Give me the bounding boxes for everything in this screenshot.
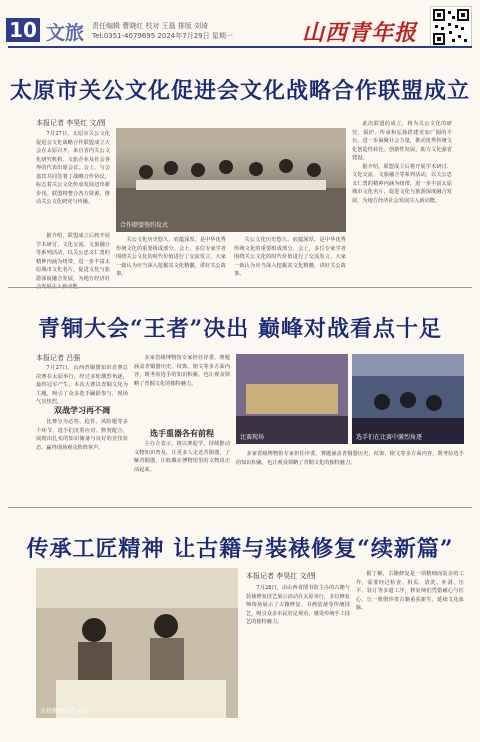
article2-col4: 主办方表示，将以赛促学，持续推动文物知识普及，让更多人走近青铜器、了解青铜器，让收藏在博物馆里的文物真正活起来。 — [134, 441, 230, 473]
article3-photo — [36, 568, 238, 718]
article2-photo1-caption: 比赛现场 — [240, 434, 265, 441]
phone-line: Tel:0351-4079695 2024年7月29日 星期一 — [92, 32, 233, 40]
article2-col2: 比赛分为必答、抢答、风险题等多个环节，选手们沉着应对、默契配合，展现出扎实的知识储备与良好的竞技状态，赢得现场观众阵阵掌声。 — [36, 419, 128, 451]
article3-photo-caption: 古籍修复技艺展示 — [40, 708, 89, 715]
page-number: 10 — [6, 18, 40, 42]
article3-headline: 传承工匠精神 让古籍与装裱修复“续新篇” — [26, 536, 454, 562]
qr-code-icon — [430, 6, 472, 48]
article1-photo — [116, 128, 346, 232]
article3-col2: 据了解，古籍修复是一项精细而复杂的工作，需要经过检查、拆页、清洗、补洞、压平、装订等多道工序，修复师们凭借耐心与匠心，让一册册珍贵古籍重获新生，延续文化血脉。 — [356, 571, 464, 611]
article2-col3: 多家省级博物馆专家担任评委，赛题涵盖青铜器历史、纹饰、铭文等多方面内容，既考验选手的知识积累，也让观众领略了青铜文化的独特魅力。 — [134, 355, 230, 387]
article1-col2: 据介绍，联盟成立后将开展学术研讨、文化交流、文旅融合等系列活动，以关公忠义仁勇的精神内涵为纽带，进一步丰富太原城市文化名片，促进文化与旅游深度融合发展，为地方经济社 — [36, 233, 110, 282]
newspaper-logo: 山西青年报 — [302, 20, 418, 46]
article3-col1: 7月28日，由山西省图书馆主办的古籍与装裱修复技艺展示活动在太原举行，多位修复师现场展示了古籍修复、书画装裱等传统技艺，吸引众多市民驻足观看，感受传统手工技艺的独特魅力。 — [246, 585, 350, 625]
article2-col5: 多家省级博物馆专家担任评委，赛题涵盖青铜器历史、纹饰、铭文等多方面内容，既考验选手的知识积累，也让观众领略了青铜文化的独特魅力。 — [236, 451, 464, 466]
article2-col1: 7月27日，山西青铜器知识竞赛总决赛在太原举行，经过多轮激烈角逐，最终冠军产生。本次大赛以青铜文化为主题，吸引了众多选手踊跃参与，现场气氛热烈。 — [36, 365, 128, 405]
article-divider-2 — [8, 507, 472, 508]
article2-subhead1: 双战学习再不凋 — [54, 406, 110, 415]
article2-photo2 — [352, 354, 464, 444]
article2-headline: 青铜大会“王者”决出 巅峰对战看点十足 — [38, 316, 442, 342]
article1-col4: 此次联盟的成立，将为关公文化的研究、保护、传承和弘扬搭建更加广阔的平台，进一步凝聚社会力量，推动优秀传统文化创造性转化、创新性发展，助力文化强省建设。 据介绍，联盟成立后将开展学术研讨、文化交流、文旅融合等系列活动，以关公忠义仁勇的精神内涵为纽带，进一步丰富太原城市文化名片，促进文化与旅游深度融合发展，为地方经济社会发展注入新动能。 — [352, 121, 452, 204]
article1-col3b: 关公文化历史悠久、底蕴深厚，是中华优秀传统文化的重要组成部分。会上，多位专家学者围绕关公文化的时代价值进行了交流发言，大家一致认为应当深入挖掘其文化精髓，讲好关公故事。 — [234, 237, 346, 277]
article-divider — [8, 287, 472, 288]
editor-line: 责任编辑 曹晓红 校对 王磊 排版 刘琦 — [92, 22, 209, 30]
article2-subhead2: 选手重器各有前程 — [150, 429, 214, 438]
section-title: 文旅 — [46, 22, 85, 44]
article1-headline: 太原市关公文化促进会文化战略合作联盟成立 — [9, 78, 470, 104]
article1-photo-caption: 合作联盟签约仪式 — [120, 222, 169, 229]
newspaper-header — [0, 0, 480, 44]
article2-photo1 — [236, 354, 348, 444]
article2-byline: 本报记者 吕强 — [36, 354, 81, 362]
article1-col1: 7月27日，太原市关公文化促进会文化战略合作联盟成立大会在太原召开，来自省内关公文化研究机构、文旅企业及社会各界的代表出席会议。会上，与会嘉宾共同签署了战略合作协议，标志着关公文化传承发展迈出新步伐。联盟将整合各方资源，推动关公文化研究与传播。 — [36, 131, 110, 205]
article1-col3: 关公文化历史悠久、底蕴深厚，是中华优秀传统文化的重要组成部分。会上，多位专家学者围绕关公文化的时代价值进行了交流发言，大家一致认为应当深入挖掘其文化精髓，讲好关公故事。 — [116, 237, 226, 277]
article2-photo2-caption: 选手们在比赛中激烈角逐 — [356, 434, 423, 441]
article3-byline: 本报记者 李昊红 文/图 — [246, 572, 316, 580]
article1-byline: 本报记者 李昊红 文/图 — [36, 119, 106, 127]
header-rule — [8, 46, 472, 48]
